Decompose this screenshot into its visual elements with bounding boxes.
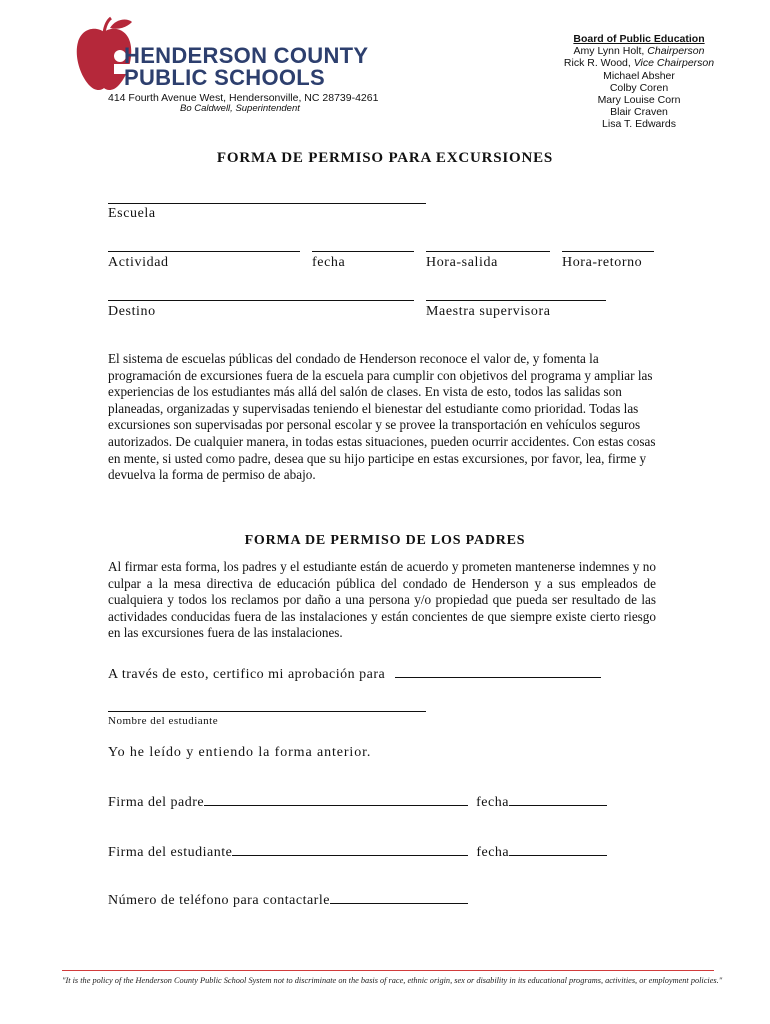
board-list	[554, 33, 724, 131]
board-member: Michael Absher	[603, 69, 675, 82]
student-date-blank[interactable]	[509, 843, 607, 856]
escuela-label: Escuela	[108, 206, 156, 221]
fecha-line[interactable]	[312, 251, 414, 252]
actividad-label: Actividad	[108, 255, 169, 270]
footer-policy: "It is the policy of the Henderson County Public School System not to discriminate on the basis of race, ethnic origin, sex or disability in its educational programs, activities, or employment policies."	[62, 976, 723, 985]
parent-signature-blank[interactable]	[204, 793, 468, 806]
board-member: Rick R. Wood, Vice Chairperson	[563, 57, 715, 70]
student-date-label: fecha	[476, 845, 510, 860]
parent-date-label: fecha	[476, 795, 509, 810]
board-member: Mary Louise Corn	[597, 94, 681, 107]
certify-blank[interactable]	[395, 665, 601, 678]
board-heading: Board of Public Education	[573, 33, 705, 45]
logo-line-1: HENDERSON COUNTY	[124, 43, 369, 68]
phone-blank[interactable]	[330, 891, 468, 904]
maestra-line[interactable]	[426, 300, 606, 301]
certify-text: A través de esto, certifico mi aprobación para	[108, 667, 386, 682]
hora-retorno-label: Hora-retorno	[562, 255, 643, 270]
board-member: Blair Craven	[610, 106, 668, 119]
hora-retorno-line[interactable]	[562, 251, 654, 252]
parent-paragraph: Al firmar esta forma, los padres y el estudiante están de acuerdo y prometen mantenerse indemnes y no culpar a la mesa directiva de educación pública del condado de Henderson y a sus empleados de cualquiera y todos los reclamos por daño a una persona y/o propiedad que pueda ser resultado de las actividades conducidas fuera de las instalaciones y están concientes de que siempre existe cierto riesgo en las excursiones fuera de las instalaciones.	[108, 559, 656, 641]
parent-signature-row	[108, 793, 607, 811]
intro-paragraph: El sistema de escuelas públicas del condado de Henderson reconoce el valor de, y fomenta la programación de excursiones fuera de la escuela para cumplir con objetivos del programa y ampliar las experiencias de los estudiantes más allá del salón de clases. En vista de esto, todos las salidas son planeadas, organizadas y supervisadas teniendo el bienestar del estudiante como prioridad. Todas las excursiones son supervisadas por personal escolar y se provee la transportación en vehículos seguros autorizados. De cualquier manera, in todas estas situaciones, pueden ocurrir accidentes. Con estas cosas en mente, si usted como padre, desea que su hijo participe en estas excursiones, por favor, lea, firme y devuelva la forma de permiso de abajo.	[108, 351, 656, 483]
student-name-label: Nombre del estudiante	[108, 715, 219, 727]
actividad-line[interactable]	[108, 251, 300, 252]
hora-salida-label: Hora-salida	[426, 255, 498, 270]
phone-row	[108, 891, 468, 909]
footer-rule	[62, 970, 714, 971]
phone-label: Número de teléfono para contactarle	[108, 893, 330, 908]
parent-signature-label: Firma del padre	[108, 795, 205, 810]
logo-line-2: PUBLIC SCHOOLS	[124, 65, 325, 90]
student-signature-label: Firma del estudiante	[108, 845, 233, 860]
board-member: Colby Coren	[609, 81, 669, 94]
form-title: FORMA DE PERMISO PARA EXCURSIONES	[216, 150, 554, 166]
destino-label: Destino	[108, 304, 156, 319]
hora-salida-line[interactable]	[426, 251, 550, 252]
school-address: 414 Fourth Avenue West, Hendersonville, NC 28739-4261	[108, 92, 379, 104]
destino-line[interactable]	[108, 300, 414, 301]
fecha-label: fecha	[312, 255, 346, 270]
parent-title: FORMA DE PERMISO DE LOS PADRES	[244, 533, 526, 548]
maestra-label: Maestra supervisora	[426, 304, 551, 319]
parent-date-blank[interactable]	[509, 793, 607, 806]
read-statement: Yo he leído y entiendo la forma anterior.	[108, 745, 372, 760]
board-member: Amy Lynn Holt, Chairperson	[573, 45, 705, 58]
superintendent: Bo Caldwell, Superintendent	[180, 103, 300, 114]
student-signature-row	[108, 843, 607, 861]
logo	[74, 16, 374, 96]
student-name-line[interactable]	[108, 711, 426, 712]
escuela-line[interactable]	[108, 203, 426, 204]
board-member: Lisa T. Edwards	[602, 118, 676, 131]
certify-line	[108, 665, 601, 683]
student-signature-blank[interactable]	[232, 843, 468, 856]
